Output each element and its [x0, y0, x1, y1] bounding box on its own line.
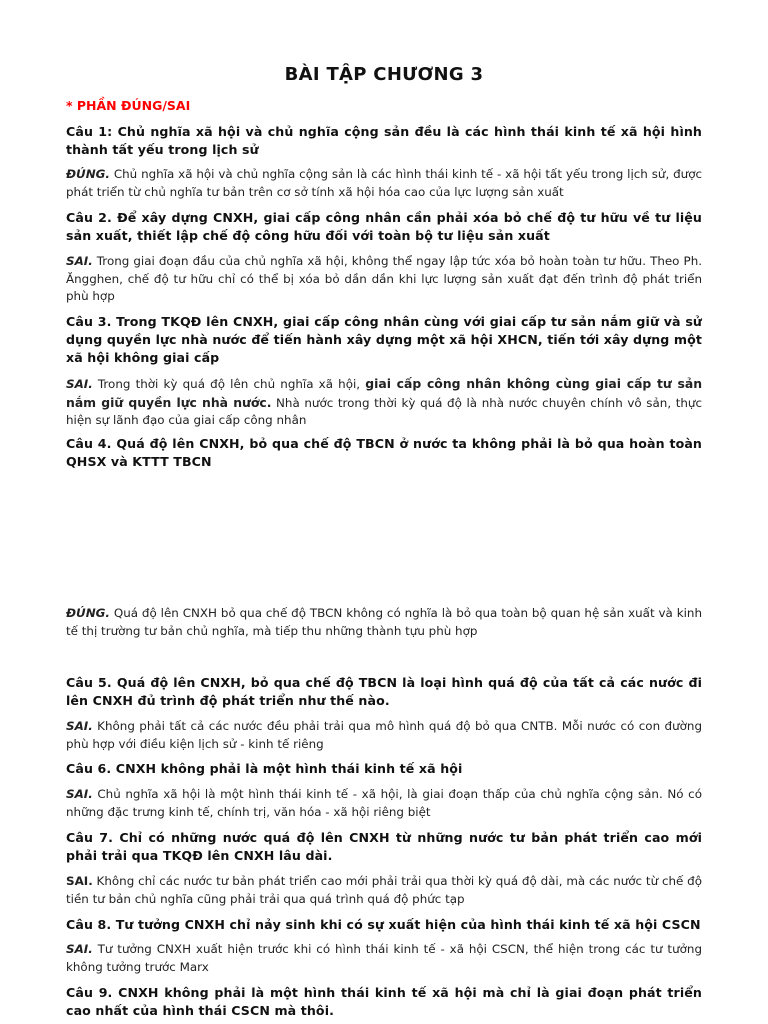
- answer-8-text: Tư tưởng CNXH xuất hiện trước khi có hình thái kinh tế - xã hội CSCN, thể hiện trong các tư tưởng không tưởng trước Marx: [66, 942, 702, 974]
- question-4: Câu 4. Quá độ lên CNXH, bỏ qua chế độ TBCN ở nước ta không phải là bỏ qua hoàn toàn QHSX và KTTT TBCN: [66, 436, 702, 469]
- answer-6-text: Chủ nghĩa xã hội là một hình thái kinh tế - xã hội, là giai đoạn thấp của chủ nghĩa cộng sản. Nó có những đặc trưng kinh tế, chính trị, văn hóa - xã hội riêng biệt: [66, 787, 702, 819]
- answer-3-text-post: Nhà nước trong thời kỳ quá độ là nhà nước chuyên chính vô sản, thực hiện sự lãnh đạo của giai cấp công nhân: [66, 395, 702, 427]
- answer-2-text: Trong giai đoạn đầu của chủ nghĩa xã hội, không thể ngay lập tức xóa bỏ hoàn toàn tư hữu. Theo Ph. Ăngghen, chế độ tư hữu chỉ có thể bị xóa bỏ dần dần khi lực lượng sản xuất đạt đến trình độ phát triển phù hợp: [66, 254, 703, 303]
- question-2: Câu 2. Để xây dựng CNXH, giai cấp công nhân cần phải xóa bỏ chế độ tư hữu về tư liệu sản xuất, thiết lập chế độ công hữu đối với toàn bộ tư liệu sản xuất: [66, 210, 702, 243]
- document-title: BÀI TẬP CHƯƠNG 3: [284, 64, 484, 85]
- answer-6: [66, 786, 702, 821]
- question-8: Câu 8. Tư tưởng CNXH chỉ nảy sinh khi có sự xuất hiện của hình thái kinh tế xã hội CSCN: [66, 917, 701, 932]
- answer-8: [66, 941, 702, 976]
- answer-3: [66, 375, 702, 430]
- question-5: Câu 5. Quá độ lên CNXH, bỏ qua chế độ TBCN là loại hình quá độ của tất cả các nước đi lên CNXH đủ trình độ phát triển như thế nào.: [66, 675, 702, 708]
- answer-3-text-pre: Trong thời kỳ quá độ lên chủ nghĩa xã hội,: [97, 377, 361, 391]
- answer-7-text: Không chỉ các nước tư bản phát triển cao mới phải trải qua thời kỳ quá độ dài, mà các nước từ chế độ tiền tư bản chủ nghĩa cũng phải trải qua quá trình quá độ phức tạp: [66, 874, 702, 906]
- verdict-2: SAI.: [66, 254, 93, 268]
- question-9: Câu 9. CNXH không phải là một hình thái kinh tế xã hội mà chỉ là giai đoạn phát triển cao nhất của hình thái CSCN mà thôi.: [66, 985, 702, 1018]
- verdict-8: SAI.: [66, 942, 93, 956]
- verdict-3: SAI.: [66, 377, 93, 391]
- answer-1: [66, 166, 702, 201]
- question-7: Câu 7. Chỉ có những nước quá độ lên CNXH từ những nước tư bản phát triển cao mới phải trải qua TKQĐ lên CNXH lâu dài.: [66, 830, 702, 863]
- section-heading: * PHẦN ĐÚNG/SAI: [66, 98, 191, 113]
- verdict-6: SAI.: [66, 787, 93, 801]
- question-6: Câu 6. CNXH không phải là một hình thái kinh tế xã hội: [66, 761, 463, 776]
- answer-4: [66, 605, 702, 640]
- answer-1-text: Chủ nghĩa xã hội và chủ nghĩa cộng sản là các hình thái kinh tế - xã hội tất yếu trong lịch sử, được phát triển từ chủ nghĩa tư bản trên cơ sở tính xã hội hóa cao của lực lượng sản xuất: [66, 167, 703, 199]
- answer-3-text-bold: giai cấp công nhân không cùng giai cấp tư sản nắm giữ quyền lực nhà nước.: [66, 376, 703, 410]
- verdict-4: ĐÚNG.: [66, 606, 110, 620]
- answer-4-text: Quá độ lên CNXH bỏ qua chế độ TBCN không có nghĩa là bỏ qua toàn bộ quan hệ sản xuất và kinh tế thị trường tư bản chủ nghĩa, mà tiếp thu những thành tựu phù hợp: [66, 606, 702, 638]
- verdict-5: SAI.: [66, 719, 93, 733]
- answer-5-text: Không phải tất cả các nước đều phải trải qua mô hình quá độ bỏ qua CNTB. Mỗi nước có con đường phù hợp với điều kiện lịch sử - kinh tế riêng: [66, 719, 703, 751]
- question-1: Câu 1: Chủ nghĩa xã hội và chủ nghĩa cộng sản đều là các hình thái kinh tế xã hội hình thành tất yếu trong lịch sử: [66, 124, 702, 157]
- answer-7: [66, 873, 702, 908]
- verdict-7: SAI.: [66, 874, 93, 888]
- answer-5: [66, 718, 702, 753]
- question-3: Câu 3. Trong TKQĐ lên CNXH, giai cấp công nhân cùng với giai cấp tư sản nắm giữ và sử dụng quyền lực nhà nước để tiến hành xây dựng một xã hội XHCN, tiến tới xây dựng một xã hội không giai cấp: [66, 314, 702, 365]
- answer-2: [66, 253, 702, 306]
- verdict-1: ĐÚNG.: [66, 167, 110, 181]
